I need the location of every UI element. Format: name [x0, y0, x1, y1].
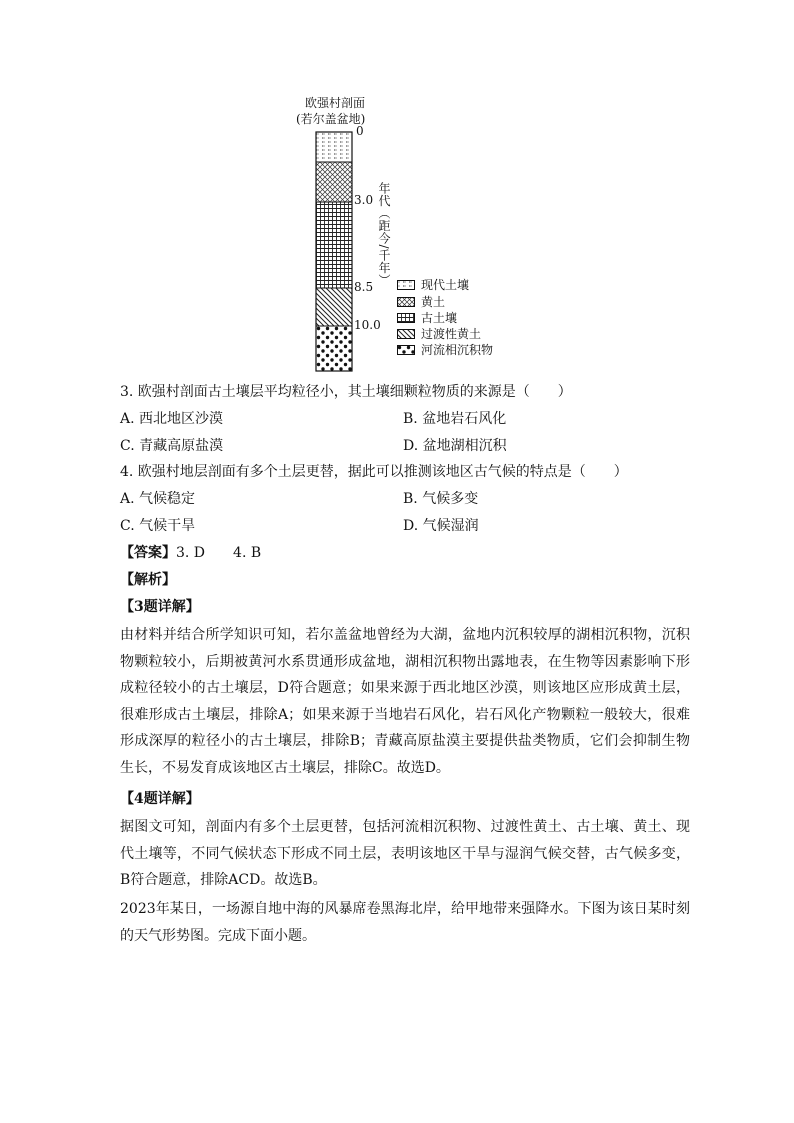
layer-loess [316, 162, 352, 202]
layer-transitional-loess [316, 288, 352, 326]
detail-4-label: 【4题详解】 [120, 791, 200, 807]
legend-label: 黄土 [421, 295, 446, 309]
legend-label: 过渡性黄土 [421, 327, 482, 341]
q3-option-c: C. 青藏高原盐漠 [120, 438, 224, 454]
q3-option-a: A. 西北地区沙漠 [120, 411, 224, 427]
layer-modern-soil [316, 132, 352, 162]
paleosol-swatch [397, 313, 415, 323]
detail-3-text: 由材料并结合所学知识可知，若尔盖盆地曾经为大湖，盆地内沉积较厚的湖相沉积物，沉积物颗粒较小，后期被黄河水系贯通形成盆地，湖相沉积物出露地表，在生物等因素影响下形成粒径较小的古土壤层，D符合题意；如果来源于西北地区沙漠，则该地区应形成黄土层，很难形成古土壤层，排除A；如果来源于当地岩石风化，岩石风化产物颗粒一般较大，很难形成深厚的粒径小的古土壤层，排除B；青藏高原盐漠主要提供盐类物质，它们会抑制生物生长，不易发育成该地区古土壤层，排除C。故选D。 [120, 627, 690, 776]
tick-10: 10.0 [354, 318, 381, 332]
tick-3: 3.0 [354, 193, 374, 207]
legend-item-paleosol [397, 311, 457, 325]
figure-title: 欧强村剖面 [305, 96, 366, 110]
q4-option-b: B. 气候多变 [403, 491, 479, 507]
answer-line [120, 543, 261, 563]
q4-option-d: D. 气候湿润 [403, 518, 479, 534]
tick-8-5: 8.5 [354, 280, 374, 294]
question-3-stem: 3. 欧强村剖面古土壤层平均粒径小，其土壤细颗粒物质的来源是（ ） [120, 384, 572, 400]
answer-label: 【答案】 [120, 545, 176, 561]
legend-label: 古土壤 [421, 311, 458, 325]
transitional-loess-swatch [397, 329, 415, 339]
legend-item-transitional-loess [397, 327, 481, 341]
profile-figure [280, 92, 540, 382]
legend-item-modern-soil [397, 278, 469, 292]
figure-subtitle: (若尔盖盆地) [296, 112, 366, 126]
legend-item-loess [397, 295, 445, 309]
detail-3-label: 【3题详解】 [120, 599, 200, 615]
q3-option-b: B. 盆地岩石风化 [403, 411, 507, 427]
legend-label: 河流相沉积物 [421, 343, 494, 357]
q4-option-a: A. 气候稳定 [120, 491, 196, 507]
modern-soil-swatch [397, 280, 415, 290]
answer-text: 3. D 4. B [176, 545, 262, 561]
question-4-stem: 4. 欧强村地层剖面有多个土层更替，据此可以推测该地区古气候的特点是（ ） [120, 464, 628, 480]
q3-option-d: D. 盆地湖相沉积 [403, 438, 507, 454]
q4-option-c: C. 气候干旱 [120, 518, 196, 534]
layer-paleosol [316, 202, 352, 288]
legend-item-fluvial [397, 343, 493, 357]
detail-4-text: 据图文可知，剖面内有多个土层更替，包括河流相沉积物、过渡性黄土、古土壤、黄土、现代土壤等，不同气候状态下形成不同土层，表明该地区干旱与湿润气候交替，古气候多变，B符合题意，排除ACD。故选B。 [120, 819, 690, 889]
analysis-label: 【解析】 [120, 572, 176, 588]
layer-fluvial [316, 326, 352, 371]
loess-swatch [397, 297, 415, 307]
tick-0: 0 [356, 124, 364, 138]
axis-label: 年代（距今/千年） [377, 182, 391, 287]
fluvial-swatch [397, 345, 415, 355]
intro-paragraph: 2023年某日，一场源自地中海的风暴席卷黑海北岸，给甲地带来强降水。下图为该日某时刻的天气形势图。完成下面小题。 [120, 901, 690, 944]
legend-label: 现代土壤 [421, 278, 470, 292]
